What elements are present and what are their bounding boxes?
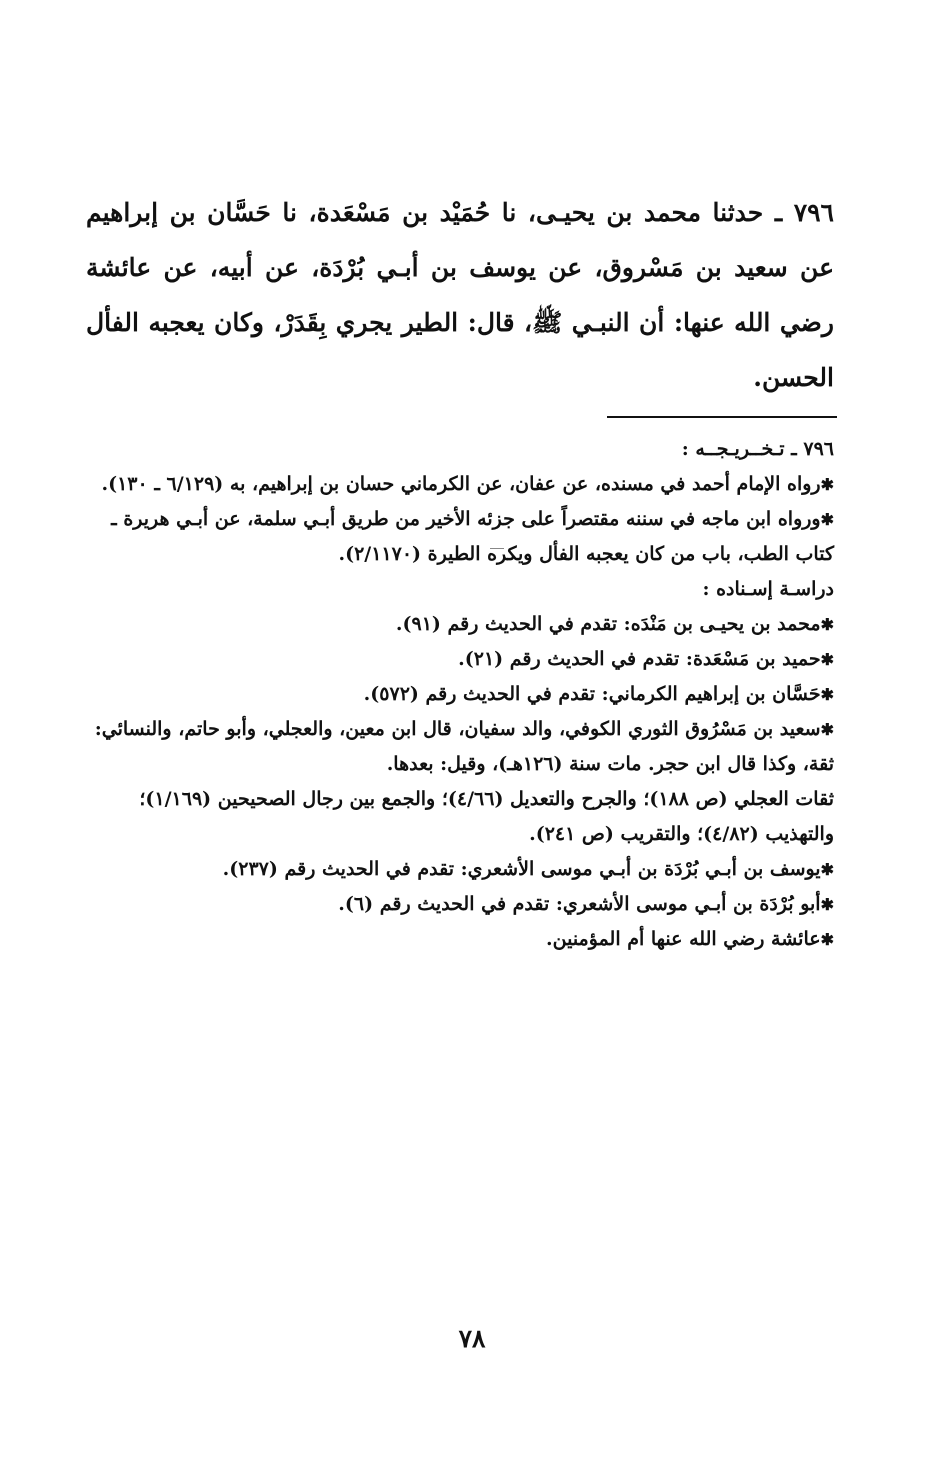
page-number: ٧٨ — [458, 1324, 486, 1353]
takhrij-item: ✱ ورواه ابن ماجه في سننه مقتصراً على جزئه الأخير من طريق أبـي سلمة، عن أبـي هريرة ـ كتاب الطب، باب من كان يعجبه الفأل ويكره الطيرة (٢/١١٧٠). — [86, 502, 834, 572]
isnad-item: ✱ أبو بُرْدَة بن أبـي موسى الأشعري: تقدم في الحديث رقم (٦). — [86, 887, 834, 922]
references: ثقات العجلي (ص ١٨٨)؛ والجرح والتعديل (٤/٦٦)؛ والجمع بين رجال الصحيحين (١/١٦٩)؛ والتهذيب (٤/٨٢)؛ والتقريب (ص ٢٤١). — [139, 788, 834, 845]
isnad-item: ✱ حميد بن مَسْعَدة: تقدم في الحديث رقم (٢١). — [86, 642, 834, 677]
hadith-body: حدثنا محمد بن يحيـى، نا حُمَيْد بن مَسْعَدة، نا حَسَّان بن إبراهيم عن سعيد بن مَسْروق، عن يوسف بن أبـي بُرْدَة، عن أبيه، عن عائشة رضي الله عنها: أن النبـي ﷺ، قال: الطير يجري بِقَدَرْ، وكان يعجبه الفأل الحسن. — [86, 198, 834, 392]
footnote-separator — [607, 416, 837, 418]
isnad-item: ✱ حَسَّان بن إبراهيم الكرماني: تقدم في الحديث رقم (٥٧٢). — [86, 677, 834, 712]
hadith-number: ٧٩٦ ـ — [774, 198, 834, 227]
takhrij-item: ✱ رواه الإمام أحمد في مسنده، عن عفان، عن الكرماني حسان بن إبراهيم، به (٦/١٢٩ ـ ١٣٠). — [86, 467, 834, 502]
footnotes — [86, 432, 834, 957]
isnad-item: ✱ عائشة رضي الله عنها أم المؤمنين. — [86, 922, 834, 957]
isnad-item: ✱ سعيد بن مَسْرُوق الثوري الكوفي، والد سفيان، قال ابن معين، والعجلي، وأبو حاتم، والنسائي: ثقة، وكذا قال ابن حجر. مات سنة (١٢٦هـ)، وقيل: بعدها. — [86, 712, 834, 782]
isnad-item: ✱ محمد بن يحيـى بن مَنْدَه: تقدم في الحديث رقم (٩١). — [86, 607, 834, 642]
isnad-item: ✱ يوسف بن أبـي بُرْدَة بن أبـي موسى الأشعري: تقدم في الحديث رقم (٢٣٧). — [86, 852, 834, 887]
isnad-heading: دراسـة إسـناده : — [702, 578, 834, 600]
hadith-text-block — [86, 185, 834, 405]
takhrij-heading: ٧٩٦ ـ تـخــريـجــه : — [681, 438, 834, 460]
